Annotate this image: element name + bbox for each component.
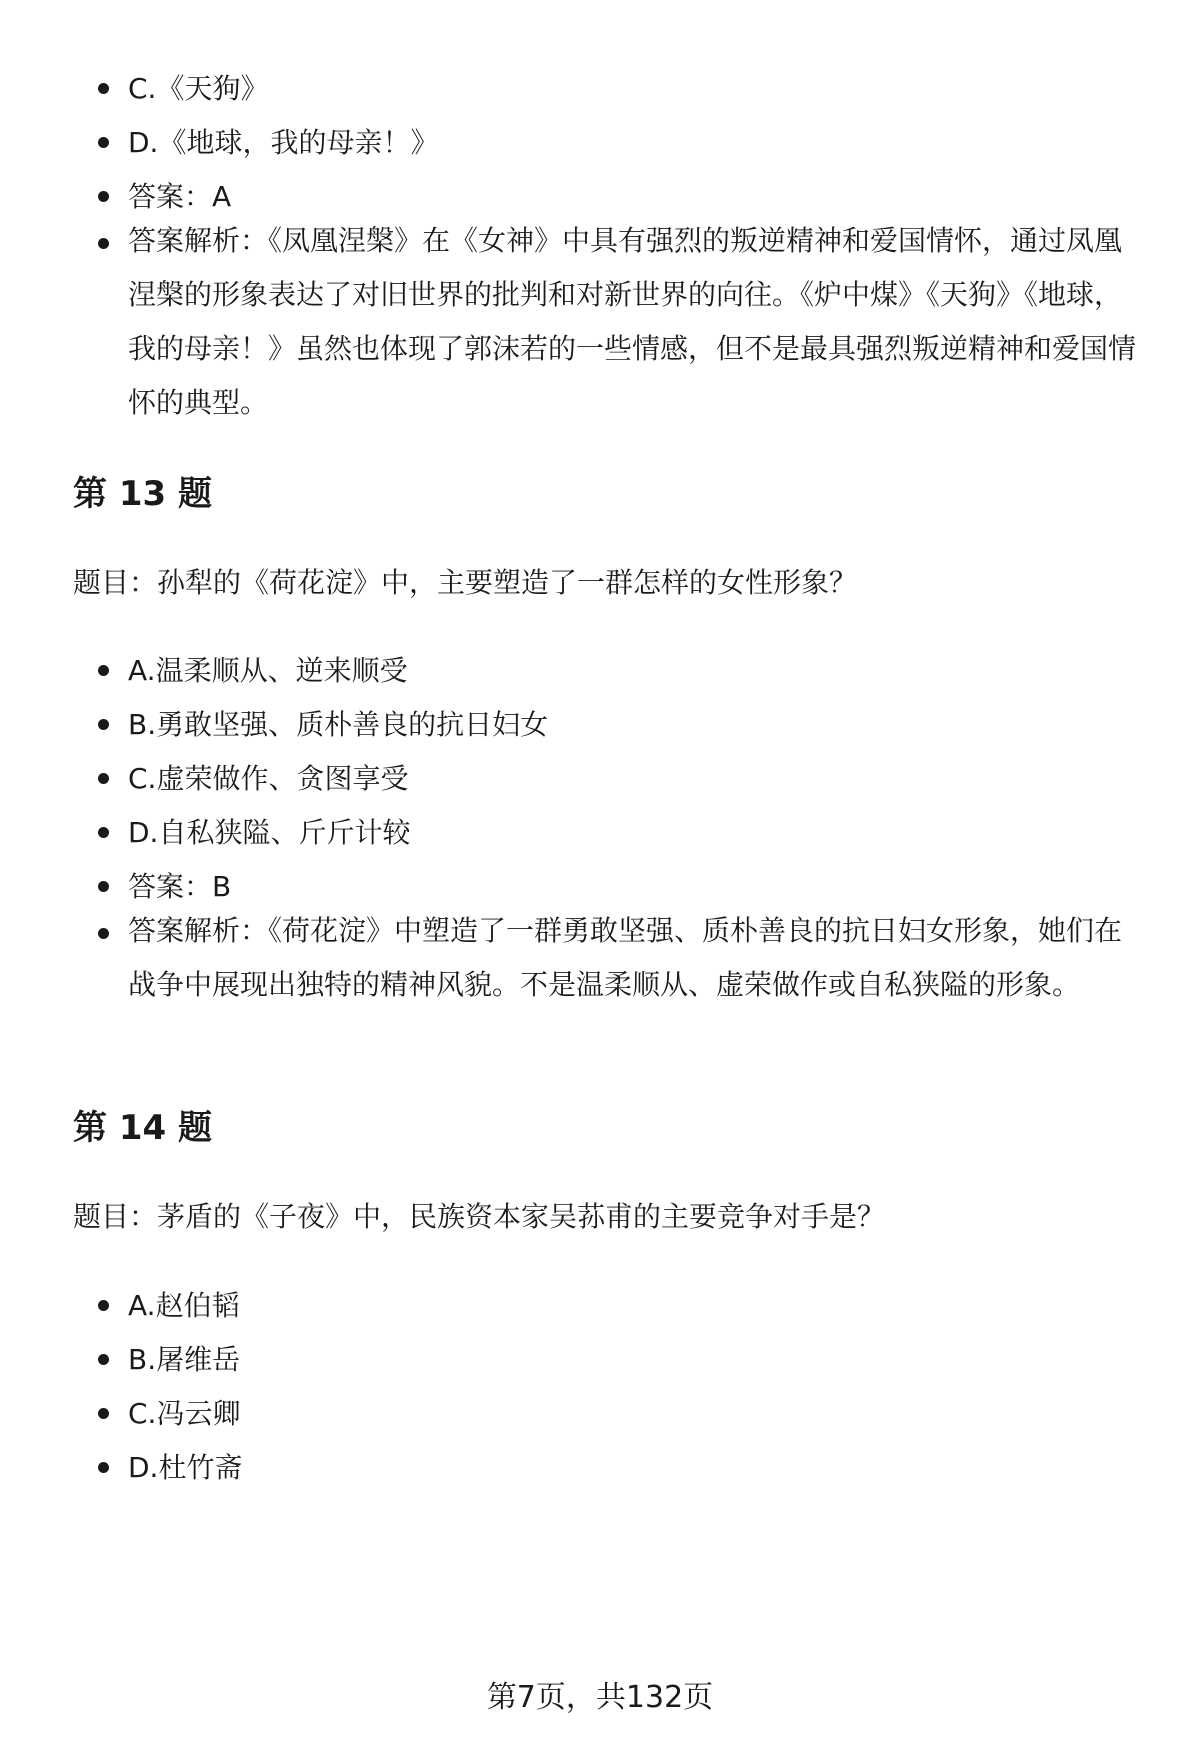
option-c: C.虚荣做作、贪图享受 bbox=[128, 749, 1143, 809]
question-heading-14: 第 14 题 bbox=[73, 1108, 212, 1148]
option-d: D.《地球，我的母亲！》 bbox=[128, 113, 1143, 173]
question-text-14: 题目：茅盾的《子夜》中，民族资本家吴荪甫的主要竞争对手是？ bbox=[73, 1200, 886, 1233]
option-d: D.自私狭隘、斤斤计较 bbox=[128, 803, 1143, 863]
question-text-13: 题目：孙犁的《荷花淀》中，主要塑造了一群怎样的女性形象？ bbox=[73, 566, 858, 599]
option-c: C.《天狗》 bbox=[128, 59, 1143, 119]
option-b: B.屠维岳 bbox=[128, 1330, 1143, 1390]
answer: 答案：B bbox=[128, 857, 1143, 917]
option-a: A.温柔顺从、逆来顺受 bbox=[128, 641, 1143, 701]
option-b: B.勇敢坚强、质朴善良的抗日妇女 bbox=[128, 695, 1143, 755]
option-a: A.赵伯韬 bbox=[128, 1276, 1143, 1336]
answer-explanation: 答案解析：《荷花淀》中塑造了一群勇敢坚强、质朴善良的抗日妇女形象，她们在战争中展现出独特的精神风貌。不是温柔顺从、虚荣做作或自私狭隘的形象。 bbox=[128, 904, 1143, 1012]
option-c: C.冯云卿 bbox=[128, 1384, 1143, 1444]
option-d: D.杜竹斋 bbox=[128, 1438, 1143, 1498]
question-heading-13: 第 13 题 bbox=[73, 474, 212, 514]
answer-explanation: 答案解析：《凤凰涅槃》在《女神》中具有强烈的叛逆精神和爱国情怀，通过凤凰涅槃的形象表达了对旧世界的批判和对新世界的向往。《炉中煤》《天狗》《地球，我的母亲！》虽然也体现了郭沫若的一些情感，但不是最具强烈叛逆精神和爱国情怀的典型。 bbox=[128, 214, 1143, 430]
page-number-footer: 第7页，共132页 bbox=[486, 1680, 714, 1715]
answer: 答案：A bbox=[128, 167, 1143, 227]
